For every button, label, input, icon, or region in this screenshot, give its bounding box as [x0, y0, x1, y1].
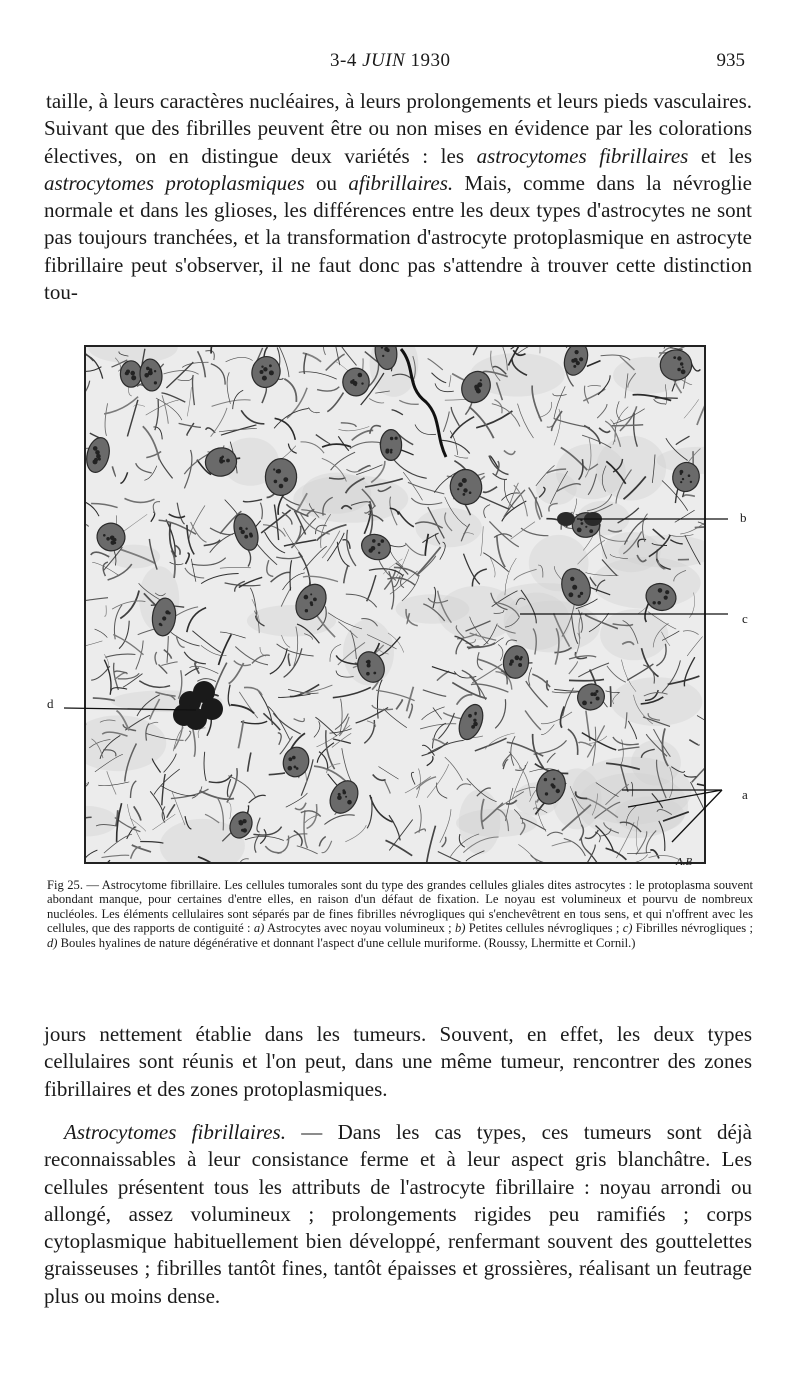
p1-term-protoplasmiques: astrocytomes protoplasmiques: [44, 170, 305, 195]
caption-text: Astrocytome fibrillaire. Les cellules tumorales sont du type des grandes cellules gliales dites astrocytes : le protoplasma souvent abondant manque, pour certaines d'entre elles, en raison d'un défaut de fixation. Le noyau est volumineux et pourvu de nombreux nucléoles. Les éléments cellulaires sont séparés par de fines fibrilles névrogliques qui s'enchevêtrent en tous sens, et qui n'offrent avec les cellules, que des rapports de contiguité :: [47, 878, 753, 936]
running-head-date: [330, 50, 450, 72]
caption-key-d: d): [47, 935, 58, 950]
p2-text: jours nettement établie dans les tumeurs. Souvent, en effet, les deux types cellulaires sont réunis et l'on peut, dans une même tumeur, rencontrer des zones fibrillaires et des zones protoplasmiques.: [44, 1022, 752, 1101]
artist-signature: A.B: [676, 856, 693, 868]
paragraph-1: [44, 88, 752, 306]
caption-key-b: b): [454, 921, 466, 936]
caption-dash: —: [82, 878, 102, 892]
running-head: [0, 50, 800, 74]
p3-text: Dans les cas types, ces tumeurs sont déjà reconnaissables à leur consistance ferme et à leur aspect gris blanchâtre. Les cellules présentent tous les attributs de l'astrocyte fibrillaire : noyau arrondi ou allongé, assez volumineux ; prolongements rigides peu ramifiés ; corps cytoplasmique habituellement bien développé, renfermant souvent des gouttelettes graisseuses ; fibrilles tantôt fines, tantôt épaisses et grossières, réalisant un feutrage plus ou moins dense.: [44, 1120, 752, 1308]
p1-term-fibrillaires: astrocytomes fibrillaires: [476, 143, 689, 168]
figure-caption: [47, 878, 753, 950]
caption-text-b: Petites cellules névrogliques ;: [465, 921, 623, 936]
p1-text-d: Mais, comme dans la névroglie normale et dans les glioses, les différences entre les deux types d'astrocytes ne sont pas toujours tranchées, et la transformation d'astrocyte protoplasmique en astrocyte fibrillaire peut s'observer, il ne faut donc pas s'attendre à trouver cette distinction tou-: [44, 170, 753, 305]
caption-fig-label: Fig 25.: [47, 878, 83, 892]
page-number: 935: [716, 50, 745, 71]
paragraph-2: [44, 1021, 752, 1103]
date-day: 3-4: [330, 50, 357, 71]
p1-text-c: ou: [304, 170, 349, 195]
date-month: JUIN: [362, 50, 406, 71]
label-a: a: [742, 787, 748, 802]
label-b: b: [740, 510, 747, 525]
histology-drawing: [86, 347, 704, 862]
caption-text-c: Fibrilles névrogliques ;: [632, 921, 753, 936]
p3-dash: —: [285, 1120, 338, 1144]
label-c: c: [742, 611, 748, 626]
p1-term-afibrillaires: afibrillaires.: [348, 170, 454, 195]
p1-text-a: taille, à leurs caractères nucléaires, à leurs prolongements et leurs pieds vasculaires. Suivant que des fibrilles peuvent être ou non mises en évidence par les colorations électives, on en distingue deux variétés : les: [44, 89, 752, 168]
label-d: d: [47, 696, 54, 711]
p3-heading: Astrocytomes fibrillaires.: [64, 1120, 286, 1144]
caption-text-d: Boules hyalines de nature dégénérative et donnant l'aspect d'une cellule muriforme. (Roussy, Lhermitte et Cornil.): [57, 935, 636, 950]
histology-figure: [84, 345, 706, 864]
date-year: 1930: [410, 50, 451, 71]
p1-text-b: et les: [688, 143, 752, 168]
paragraph-3: [44, 1119, 752, 1310]
caption-key-c: c): [622, 921, 633, 936]
caption-text-a: Astrocytes avec noyau volumineux ;: [264, 921, 455, 936]
caption-key-a: a): [253, 921, 265, 936]
